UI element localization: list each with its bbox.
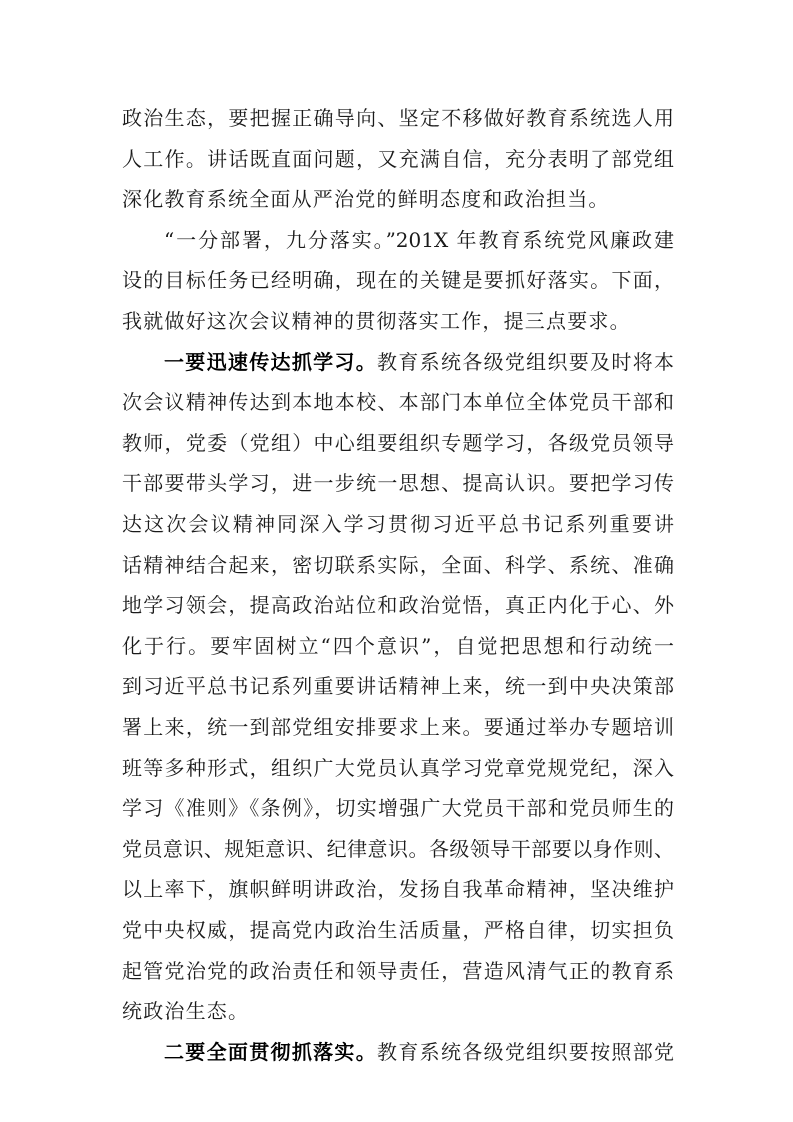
- text-line: “一分部署，九分落实。”201X 年教育系统党风廉政建: [164, 227, 674, 252]
- text-line: 署上来，统一到部党组安排要求上来。要通过举办专题培训: [122, 715, 674, 739]
- paragraph-text: 教育系统各级党组织要按照部党: [377, 1039, 675, 1064]
- text-line: 化于行。要牢固树立“四个意识”，自觉把思想和行动统一: [122, 633, 674, 658]
- text-line: 党员意识、规矩意识、纪律意识。各级领导干部要以身作则、: [122, 836, 674, 861]
- paragraph-first-line: [164, 1038, 674, 1066]
- text-line: 教师，党委（党组）中心组要组织专题学习，各级党员领导: [122, 430, 674, 455]
- paragraph-text: 教育系统各级党组织要及时将本: [377, 349, 675, 374]
- text-line: 起管党治党的政治责任和领导责任，营造风清气正的教育系: [122, 958, 674, 983]
- text-line: 深化教育系统全面从严治党的鲜明态度和政治担当。: [122, 187, 610, 212]
- text-line: 政治生态，要把握正确导向、坚定不移做好教育系统选人用: [122, 106, 674, 130]
- paragraph-heading: 一要迅速传达抓学习。: [164, 349, 378, 374]
- text-line: 班等多种形式，组织广大党员认真学习党章党规党纪，深入: [122, 755, 674, 780]
- text-line: 地学习领会，提高政治站位和政治觉悟，真正内化于心、外: [122, 593, 674, 618]
- text-line: 达这次会议精神同深入学习贯彻习近平总书记系列重要讲: [122, 512, 674, 536]
- text-line: 学习《准则》《条例》，切实增强广大党员干部和党员师生的: [122, 796, 674, 821]
- text-line: 干部要带头学习，进一步统一思想、提高认识。要把学习传: [122, 471, 674, 496]
- text-line: 次会议精神传达到本地本校、本部门本单位全体党员干部和: [122, 390, 674, 415]
- paragraph-heading: 二要全面贯彻抓落实。: [164, 1039, 378, 1064]
- text-line: 话精神结合起来，密切联系实际，全面、科学、系统、准确: [122, 552, 674, 577]
- text-line: 到习近平总书记系列重要讲话精神上来，统一到中央决策部: [122, 674, 674, 699]
- text-line: 我就做好这次会议精神的贯彻落实工作，提三点要求。: [122, 309, 631, 333]
- text-line: 人工作。讲话既直面问题，又充满自信，充分表明了部党组: [122, 146, 674, 171]
- text-line: 统政治生态。: [122, 999, 250, 1024]
- text-line: 设的目标任务已经明确，现在的关键是要抓好落实。下面，: [122, 268, 674, 293]
- paragraph-first-line: [164, 348, 674, 376]
- text-line: 以上率下，旗帜鲜明讲政治，发扬自我革命精神，坚决维护: [122, 877, 674, 902]
- text-line: 党中央权威，提高党内政治生活质量，严格自律，切实担负: [122, 918, 674, 942]
